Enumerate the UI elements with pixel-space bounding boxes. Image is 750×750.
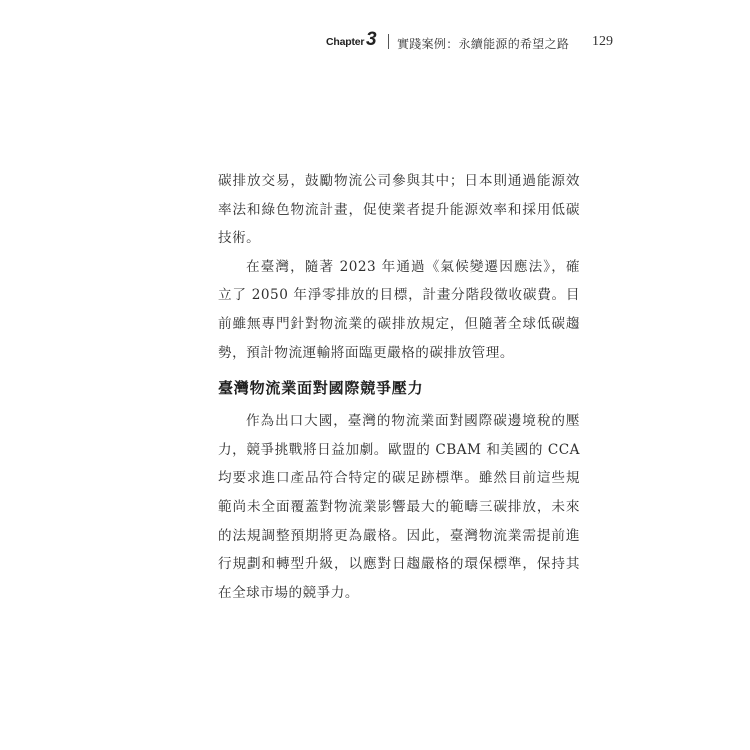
body-text [218, 167, 580, 607]
page-number: 129 [592, 34, 613, 49]
header-divider [388, 34, 389, 49]
running-header [326, 30, 626, 58]
paragraph: 在臺灣，隨著 2023 年通過《氣候變遷因應法》，確立了 2050 年淨零排放的目標，計畫分階段徵收碳費。目前雖無專門針對物流業的碳排放規定，但隨著全球低碳趨勢，預計物流運輸將面臨更嚴格的碳排放管理。 [218, 258, 580, 361]
paragraph: 作為出口大國，臺灣的物流業面對國際碳邊境稅的壓力，競爭挑戰將日益加劇。歐盟的 CBAM 和美國的 CCA 均要求進口產品符合特定的碳足跡標準。雖然目前這些規範尚未全面覆蓋對物流業影響最大的範疇三碳排放，未來的法規調整預期將更為嚴格。因此，臺灣物流業需提前進行規劃和轉型升級，以應對日趨嚴格的環保標準，保持其在全球市場的競爭力。 [218, 413, 580, 601]
chapter-title: 實踐案例：永續能源的希望之路 [397, 37, 570, 51]
section-heading: 臺灣物流業面對國際競爭壓力 [218, 379, 424, 398]
paragraph: 碳排放交易，鼓勵物流公司參與其中；日本則通過能源效率法和綠色物流計畫，促使業者提升能源效率和採用低碳技術。 [218, 173, 580, 247]
chapter-label: Chapter [326, 36, 365, 48]
chapter-number: 3 [366, 29, 377, 50]
